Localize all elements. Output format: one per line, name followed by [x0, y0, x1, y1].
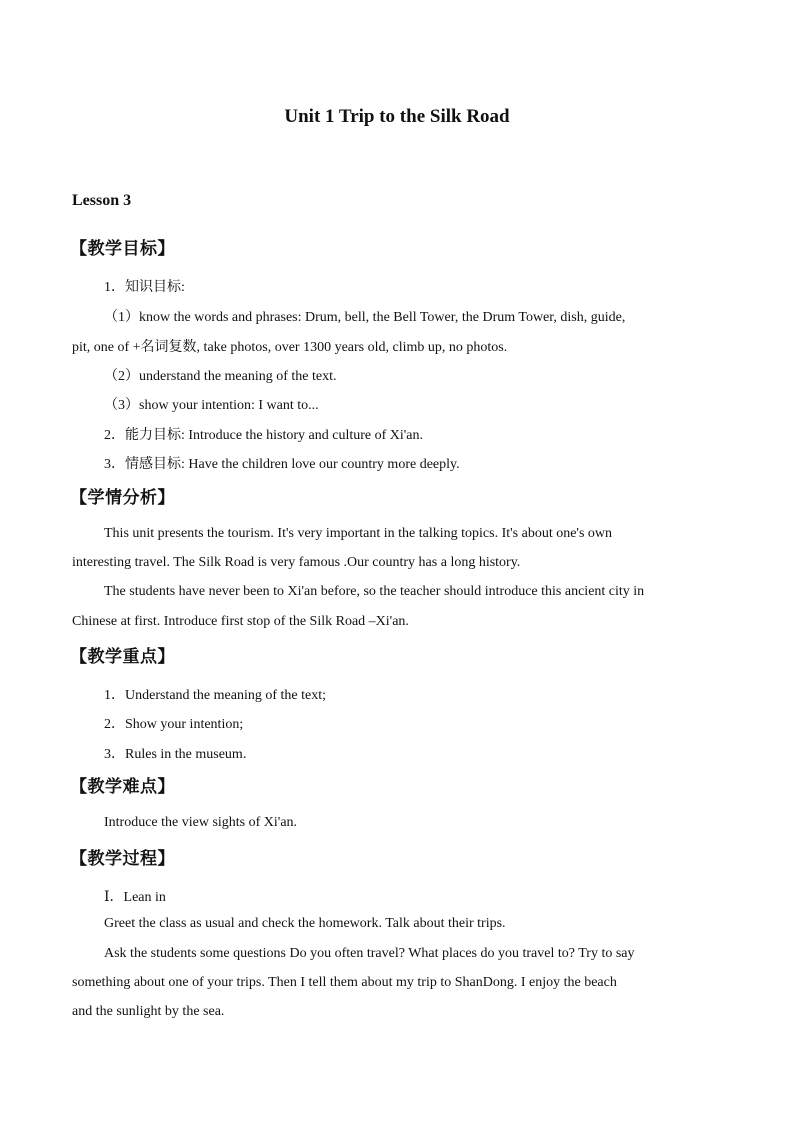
- section-heading-difficulties: 【教学难点】: [70, 777, 175, 797]
- process-line: Ⅰ．Lean in: [104, 890, 166, 905]
- process-line: and the sunlight by the sea.: [72, 1004, 225, 1019]
- section-heading-key-points: 【教学重点】: [70, 647, 175, 667]
- section-heading-process: 【教学过程】: [70, 849, 175, 869]
- process-line: something about one of your trips. Then I tell them about my trip to ShanDong. I enjoy the beach: [72, 975, 617, 990]
- key-point-line: 3．Rules in the museum.: [104, 747, 247, 762]
- process-line: Ask the students some questions Do you often travel? What places do you travel to? Try to say: [104, 946, 635, 961]
- objective-line: （2）understand the meaning of the text.: [104, 369, 337, 384]
- key-point-line: 2．Show your intention;: [104, 717, 244, 732]
- analysis-line: This unit presents the tourism. It's very important in the talking topics. It's about one's own: [104, 526, 612, 541]
- difficulty-line: Introduce the view sights of Xi'an.: [104, 815, 298, 830]
- analysis-line: The students have never been to Xi'an before, so the teacher should introduce this ancient city in: [104, 584, 645, 599]
- analysis-line: Chinese at first. Introduce first stop of the Silk Road –Xi'an.: [72, 614, 409, 629]
- key-point-line: 1．Understand the meaning of the text;: [104, 688, 326, 703]
- analysis-line: interesting travel. The Silk Road is very famous .Our country has a long history.: [72, 555, 521, 570]
- process-line: Greet the class as usual and check the homework. Talk about their trips.: [104, 916, 506, 931]
- lesson-label: Lesson 3: [72, 192, 132, 209]
- objective-line: （1）know the words and phrases: Drum, bell, the Bell Tower, the Drum Tower, dish, guide,: [104, 310, 626, 325]
- objective-line: 2．能力目标: Introduce the history and culture of Xi'an.: [104, 428, 424, 443]
- objective-line: （3）show your intention: I want to...: [104, 398, 319, 413]
- section-heading-analysis: 【学情分析】: [70, 488, 175, 508]
- document-title: Unit 1 Trip to the Silk Road: [284, 106, 510, 127]
- objective-line: 1．知识目标:: [104, 280, 185, 295]
- objective-line: 3．情感目标: Have the children love our country more deeply.: [104, 457, 460, 472]
- objective-line: pit, one of +名词复数, take photos, over 1300 years old, climb up, no photos.: [72, 340, 508, 355]
- section-heading-objectives: 【教学目标】: [70, 239, 175, 259]
